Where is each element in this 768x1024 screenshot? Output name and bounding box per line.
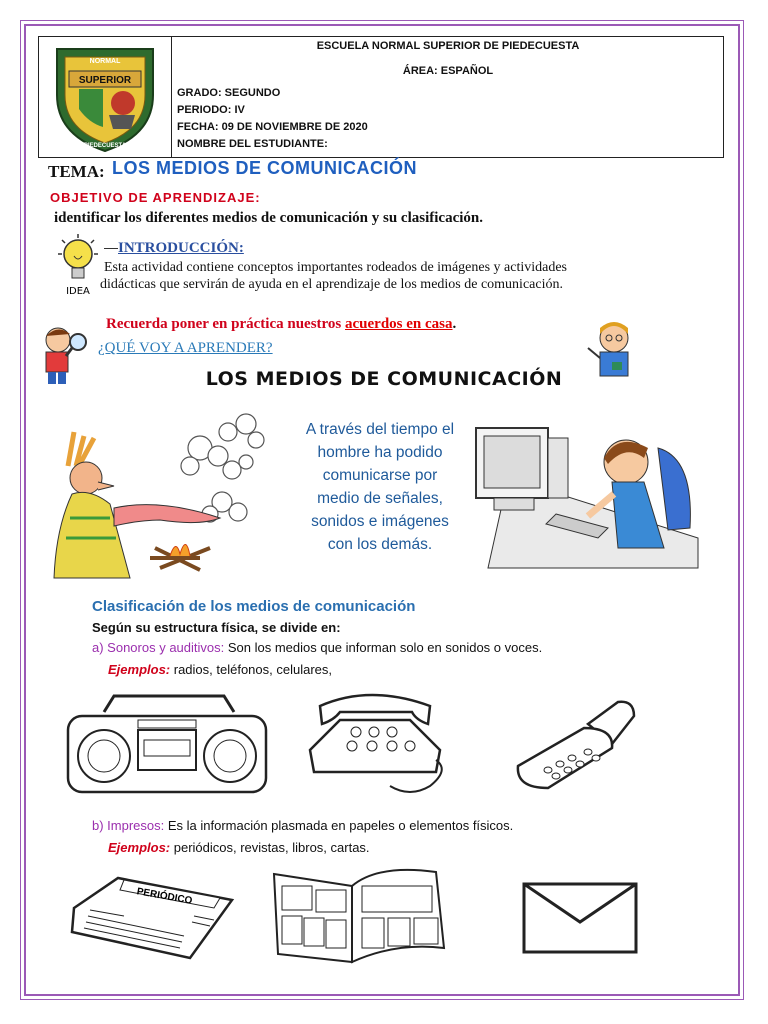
sonoros-label: a) Sonoros y auditivos:: [92, 640, 225, 655]
header-table: [38, 36, 724, 158]
newspaper-label: PERIÓDICO: [135, 886, 194, 907]
bubble-line-2: hombre ha podido: [317, 444, 443, 461]
recuerda-text: [106, 316, 456, 333]
intro-dash: [104, 248, 118, 249]
impresos-ejemplos-label: Ejemplos:: [108, 840, 171, 855]
clasificacion-title: Clasificación de los medios de comunicación: [92, 598, 416, 615]
impresos-line: [92, 818, 513, 833]
envelope-icon: [520, 880, 640, 956]
bubble-line-3: comunicarse por: [322, 467, 438, 484]
idea-lightbulb-icon: [56, 232, 100, 298]
school-name: ESCUELA NORMAL SUPERIOR DE PIEDECUESTA: [316, 40, 580, 52]
logo-piedecuesta-text: PIEDECUESTA: [83, 143, 127, 149]
cellphone-icon: [508, 694, 640, 792]
intro-line-1: Esta actividad contiene conceptos importantes rodeados de imágenes y actividades: [104, 260, 568, 275]
bubble-line-6: con los demás.: [327, 536, 433, 553]
impresos-ejemplos-line: [108, 840, 370, 855]
header-info: [173, 37, 723, 157]
idea-label: IDEA: [66, 286, 90, 297]
native-smoke-signal-icon: [50, 408, 270, 586]
fecha-label: FECHA: 09 DE NOVIEMBRE DE 2020: [177, 121, 368, 133]
bubble-line-1: A través del tiempo el: [305, 421, 455, 438]
grado-label: GRADO: SEGUNDO: [177, 87, 281, 99]
intro-bubble-text: [264, 418, 496, 556]
intro-line-2: didácticas que servirán de ayuda en el aprendizaje de los medios de comunicación.: [100, 277, 563, 292]
nombre-estudiante-label: NOMBRE DEL ESTUDIANTE:: [177, 138, 328, 150]
magazine-icon: [268, 862, 448, 966]
recuerda-prefix: Recuerda poner en práctica nuestros: [106, 316, 346, 332]
telephone-icon: [300, 690, 450, 798]
clasificacion-subtitle: Según su estructura física, se divide en:: [92, 620, 341, 635]
objetivo-text: identificar los diferentes medios de comunicación y su clasificación.: [54, 210, 484, 226]
school-crest-icon: [39, 37, 171, 157]
bubble-line-4: medio de señales,: [317, 490, 443, 507]
logo-normal-text: NORMAL: [89, 58, 121, 65]
que-voy-aprender: ¿QUÉ VOY A APRENDER?: [98, 340, 273, 356]
sonoros-line: [92, 640, 542, 655]
sonoros-ejemplos-line: [108, 662, 332, 677]
school-logo-cell: [39, 37, 172, 157]
recuerda-suffix: .: [452, 316, 457, 332]
impresos-label: b) Impresos:: [92, 818, 165, 833]
radio-icon: [64, 690, 270, 798]
boy-computer-icon: [468, 418, 708, 578]
bubble-line-5: sonidos e imágenes: [311, 513, 449, 530]
sonoros-text: Son los medios que informan solo en sonidos o voces.: [224, 640, 543, 655]
impresos-ejemplos-text: periódicos, revistas, libros, cartas.: [170, 840, 370, 855]
sonoros-ejemplos-text: radios, teléfonos, celulares,: [170, 662, 332, 677]
tema-label: TEMA:: [48, 162, 105, 181]
sonoros-ejemplos-label: Ejemplos:: [108, 662, 171, 677]
big-title: LOS MEDIOS DE COMUNICACIÓN: [205, 368, 563, 390]
logo-superior-text: SUPERIOR: [78, 75, 132, 86]
area-label: ÁREA: ESPAÑOL: [402, 65, 494, 77]
periodo-label: PERIODO: IV: [177, 104, 245, 116]
objetivo-label: OBJETIVO DE APRENDIZAJE:: [50, 190, 261, 205]
intro-title: INTRODUCCIÓN:: [118, 240, 244, 256]
acuerdos-link[interactable]: acuerdos en casa: [345, 316, 453, 332]
newspaper-icon: [64, 866, 236, 962]
impresos-text: Es la información plasmada en papeles o elementos físicos.: [164, 818, 514, 833]
tema-title: LOS MEDIOS DE COMUNICACIÓN: [112, 158, 418, 178]
